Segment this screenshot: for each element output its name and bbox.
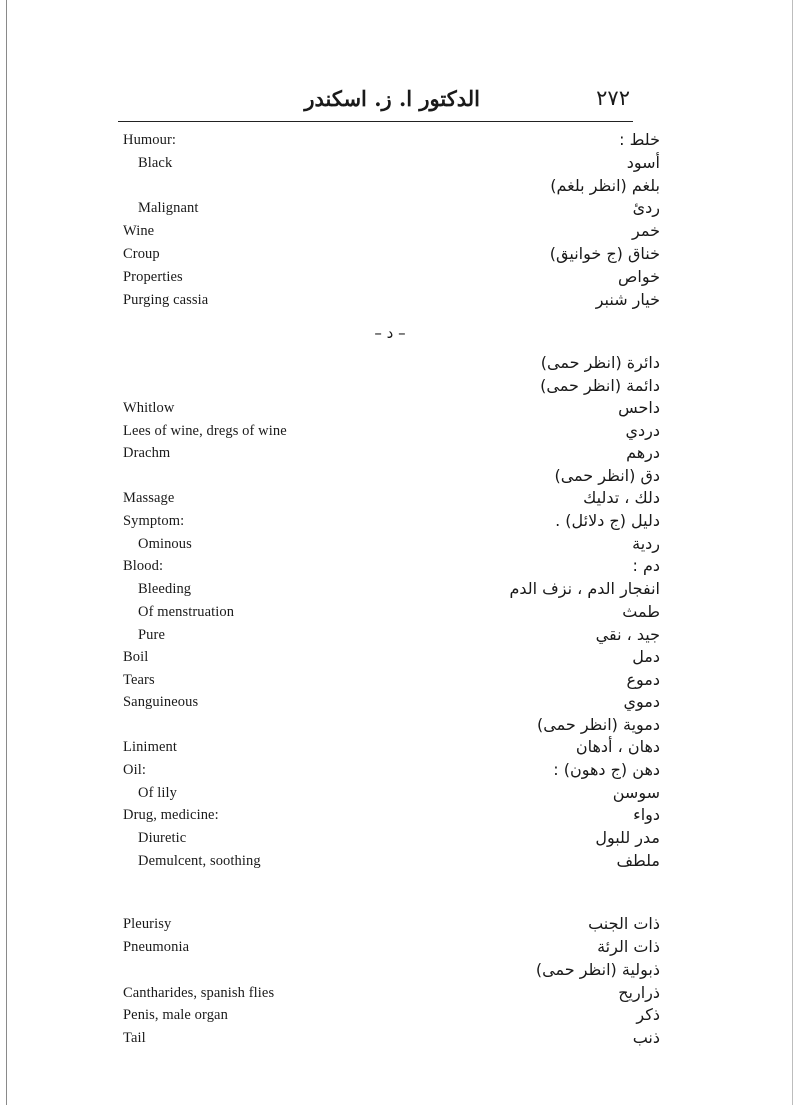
arabic-term: مدر للبول — [595, 828, 660, 847]
glossary-row — [0, 355, 796, 377]
glossary-row — [0, 132, 796, 154]
english-term: Wine — [123, 223, 155, 239]
glossary-row — [0, 536, 796, 558]
arabic-term: انفجار الدم ، نزف الدم — [509, 579, 660, 598]
english-term: Sanguineous — [123, 694, 199, 710]
english-term: Tears — [123, 672, 155, 688]
glossary-row — [0, 717, 796, 739]
english-term: Ominous — [138, 536, 192, 552]
arabic-term: دموي — [623, 692, 660, 711]
arabic-term: درهم — [626, 443, 660, 462]
english-term: Diuretic — [138, 830, 187, 846]
arabic-term: ذكر — [636, 1005, 660, 1024]
arabic-term: دق (انظر حمى) — [554, 466, 660, 485]
glossary-row — [0, 853, 796, 875]
arabic-term: دهان ، أدهان — [575, 737, 660, 756]
arabic-term: دردي — [625, 421, 660, 440]
arabic-term: بلغم (انظر بلغم) — [550, 176, 660, 195]
english-term: Pneumonia — [123, 939, 190, 955]
arabic-term: دائمة (انظر حمى) — [540, 376, 660, 395]
arabic-term: جيد ، نقي — [595, 625, 660, 644]
english-term: Oil: — [123, 762, 146, 778]
glossary-row — [0, 762, 796, 784]
arabic-term: ذات الجنب — [588, 914, 660, 933]
arabic-term: ذبولية (انظر حمى) — [535, 960, 660, 979]
glossary-row — [0, 627, 796, 649]
arabic-term: دموية (انظر حمى) — [537, 715, 660, 734]
arabic-term: خناق (ج خوانيق) — [549, 244, 660, 263]
glossary-row — [0, 830, 796, 852]
arabic-term: خمر — [632, 221, 660, 240]
english-term: Liniment — [123, 739, 177, 755]
arabic-term: ذات الرئة — [597, 937, 660, 956]
glossary-row — [0, 672, 796, 694]
glossary-row — [0, 468, 796, 490]
arabic-term: ردئ — [632, 198, 660, 217]
arabic-term: ردية — [632, 534, 660, 553]
english-term: Cantharides, spanish flies — [123, 985, 275, 1001]
glossary-row — [0, 292, 796, 314]
english-term: Croup — [123, 246, 160, 262]
arabic-term: ذنب — [632, 1028, 660, 1047]
english-term: Symptom: — [123, 513, 185, 529]
glossary-row — [0, 269, 796, 291]
glossary-row — [0, 807, 796, 829]
page-number: ٢٧٢ — [596, 86, 630, 110]
arabic-term: سوسن — [612, 783, 660, 802]
english-term: Pleurisy — [123, 916, 172, 932]
glossary-row — [0, 785, 796, 807]
arabic-term: دهن (ج دهون) : — [553, 760, 660, 779]
glossary-row — [0, 581, 796, 603]
arabic-term: دم : — [632, 556, 660, 575]
page-header — [290, 86, 630, 116]
glossary-row — [0, 223, 796, 245]
english-term: Of menstruation — [138, 604, 235, 620]
glossary-row — [0, 200, 796, 222]
glossary-row — [0, 604, 796, 626]
glossary-row — [0, 423, 796, 445]
arabic-term: خواص — [618, 267, 660, 286]
running-title: الدكتور ا. ز. اسكندر — [304, 86, 480, 111]
english-term: Blood: — [123, 558, 164, 574]
english-term: Humour: — [123, 132, 177, 148]
glossary-row — [0, 985, 796, 1007]
english-term: Drug, medicine: — [123, 807, 219, 823]
english-term: Bleeding — [138, 581, 192, 597]
arabic-term: دائرة (انظر حمى) — [540, 353, 660, 372]
arabic-term: دواء — [633, 805, 660, 824]
arabic-term: ملطف — [616, 851, 660, 870]
arabic-term: ذراريح — [618, 983, 660, 1002]
glossary-row — [0, 739, 796, 761]
english-term: Tail — [123, 1030, 146, 1046]
english-term: Malignant — [138, 200, 199, 216]
english-term: Black — [138, 155, 173, 171]
glossary-row — [0, 916, 796, 938]
glossary-row — [0, 445, 796, 467]
glossary-row — [0, 558, 796, 580]
header-rule — [118, 121, 633, 122]
english-term: Pure — [138, 627, 165, 643]
glossary-row — [0, 400, 796, 422]
english-term: Whitlow — [123, 400, 175, 416]
glossary-row — [0, 1007, 796, 1029]
glossary-row — [0, 246, 796, 268]
english-term: Properties — [123, 269, 183, 285]
glossary-row — [0, 1030, 796, 1052]
english-term: Demulcent, soothing — [138, 853, 261, 869]
glossary-row — [0, 178, 796, 200]
glossary-row — [0, 939, 796, 961]
arabic-term: دموع — [626, 670, 660, 689]
glossary-row — [0, 490, 796, 512]
arabic-term: خلط : — [619, 130, 660, 149]
english-term: Drachm — [123, 445, 171, 461]
arabic-term: دلك ، تدليك — [583, 488, 660, 507]
glossary-row — [0, 378, 796, 400]
arabic-term: دمل — [632, 647, 660, 666]
arabic-term: داحس — [618, 398, 660, 417]
english-term: Of lily — [138, 785, 177, 801]
glossary-row — [0, 649, 796, 671]
arabic-term: طمث — [622, 602, 660, 621]
arabic-term: أسود — [626, 153, 660, 172]
arabic-term: خيار شنبر — [595, 290, 660, 309]
arabic-term: دليل (ج دلائل) . — [555, 511, 660, 530]
glossary-row — [0, 513, 796, 535]
section-letter-heading: – د – — [374, 324, 406, 342]
english-term: Purging cassia — [123, 292, 209, 308]
glossary-row — [0, 155, 796, 177]
glossary-row — [0, 694, 796, 716]
english-term: Penis, male organ — [123, 1007, 228, 1023]
english-term: Boil — [123, 649, 149, 665]
english-term: Massage — [123, 490, 175, 506]
english-term: Lees of wine, dregs of wine — [123, 423, 287, 439]
glossary-row — [0, 962, 796, 984]
